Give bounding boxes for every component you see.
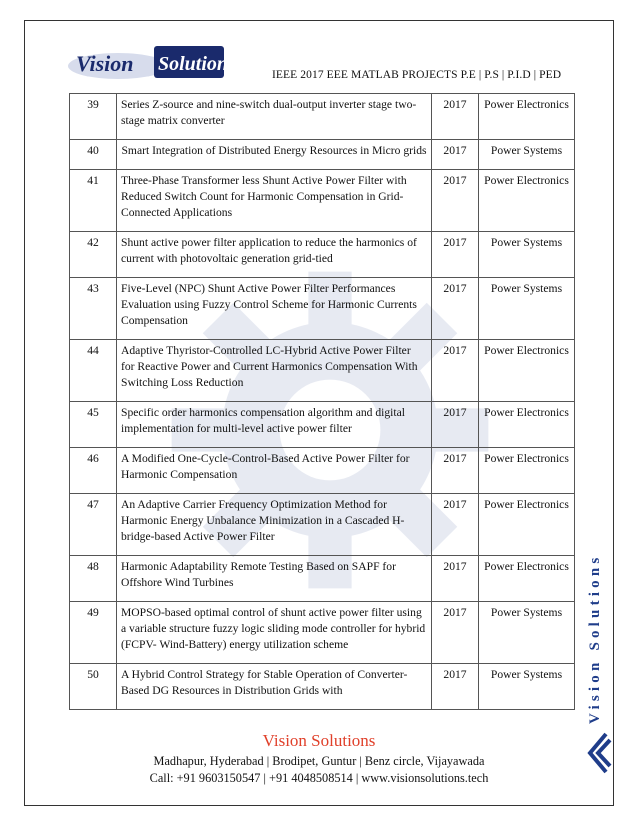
project-title: Harmonic Adaptability Remote Testing Based on SAPF for Offshore Wind Turbines <box>117 556 432 602</box>
project-category: Power Electronics <box>479 170 575 232</box>
table-row <box>70 494 575 556</box>
project-title: Smart Integration of Distributed Energy Resources in Micro grids <box>117 140 432 170</box>
footer-address: Madhapur, Hyderabad | Brodipet, Guntur | Benz circle, Vijayawada <box>153 754 485 768</box>
project-number: 42 <box>70 232 117 278</box>
project-year: 2017 <box>432 602 479 664</box>
project-year: 2017 <box>432 448 479 494</box>
table-row <box>70 340 575 402</box>
project-title: A Hybrid Control Strategy for Stable Operation of Converter-Based DG Resources in Distribution Grids with <box>117 664 432 710</box>
svg-text:Vision: Vision <box>76 51 134 76</box>
project-number: 44 <box>70 340 117 402</box>
svg-text:Solutions: Solutions <box>158 53 236 75</box>
project-number: 41 <box>70 170 117 232</box>
table-row <box>70 402 575 448</box>
project-number: 39 <box>70 94 117 140</box>
table-row <box>70 448 575 494</box>
table-row <box>70 278 575 340</box>
project-number: 48 <box>70 556 117 602</box>
project-number: 40 <box>70 140 117 170</box>
project-year: 2017 <box>432 170 479 232</box>
project-number: 47 <box>70 494 117 556</box>
project-year: 2017 <box>432 278 479 340</box>
project-year: 2017 <box>432 340 479 402</box>
table-row <box>70 170 575 232</box>
project-year: 2017 <box>432 556 479 602</box>
project-category: Power Systems <box>479 232 575 278</box>
project-title: Shunt active power filter application to reduce the harmonics of current with photovoltaic generation grid-tied <box>117 232 432 278</box>
project-category: Power Electronics <box>479 556 575 602</box>
project-category: Power Electronics <box>479 448 575 494</box>
project-title: Series Z-source and nine-switch dual-output inverter stage two-stage matrix converter <box>117 94 432 140</box>
project-number: 50 <box>70 664 117 710</box>
project-year: 2017 <box>432 664 479 710</box>
footer-contact: Call: +91 9603150547 | +91 4048508514 | www.visionsolutions.tech <box>149 771 489 785</box>
project-year: 2017 <box>432 494 479 556</box>
project-category: Power Systems <box>479 602 575 664</box>
project-title: Specific order harmonics compensation algorithm and digital implementation for multi-level active power filter <box>117 402 432 448</box>
side-brand-vertical-text <box>584 536 606 726</box>
project-number: 43 <box>70 278 117 340</box>
svg-text:Vision Solutions: Vision Solutions <box>587 553 603 724</box>
table-row <box>70 232 575 278</box>
table-row <box>70 664 575 710</box>
vision-solutions-logo <box>68 40 236 82</box>
table-row <box>70 556 575 602</box>
project-category: Power Electronics <box>479 340 575 402</box>
project-title: Three-Phase Transformer less Shunt Active Power Filter with Reduced Switch Count for Harmonic Compensation in Grid-Connected Applications <box>117 170 432 232</box>
project-title: An Adaptive Carrier Frequency Optimization Method for Harmonic Energy Unbalance Minimization in a Cascaded H-bridge-based Active Power Filter <box>117 494 432 556</box>
project-title: MOPSO-based optimal control of shunt active power filter using a variable structure fuzzy logic sliding mode controller for hybrid (FCPV- Wind-Battery) energy utilization scheme <box>117 602 432 664</box>
project-category: Power Systems <box>479 140 575 170</box>
project-category: Power Systems <box>479 278 575 340</box>
project-category: Power Electronics <box>479 94 575 140</box>
table-row <box>70 140 575 170</box>
project-category: Power Systems <box>479 664 575 710</box>
project-title: A Modified One-Cycle-Control-Based Active Power Filter for Harmonic Compensation <box>117 448 432 494</box>
project-category: Power Electronics <box>479 402 575 448</box>
projects-table <box>69 93 575 710</box>
footer-brand: Vision Solutions <box>262 731 376 750</box>
header-title: IEEE 2017 EEE MATLAB PROJECTS P.E | P.S | P.I.D | PED <box>272 69 562 81</box>
project-year: 2017 <box>432 94 479 140</box>
project-title: Adaptive Thyristor-Controlled LC-Hybrid Active Power Filter for Reactive Power and Current Harmonics Compensation With Switching Loss Reduction <box>117 340 432 402</box>
project-number: 46 <box>70 448 117 494</box>
project-category: Power Electronics <box>479 494 575 556</box>
table-row <box>70 602 575 664</box>
project-number: 49 <box>70 602 117 664</box>
project-year: 2017 <box>432 402 479 448</box>
project-title: Five-Level (NPC) Shunt Active Power Filter Performances Evaluation using Fuzzy Control Scheme for Harmonic Currents Compensation <box>117 278 432 340</box>
project-year: 2017 <box>432 140 479 170</box>
table-row <box>70 94 575 140</box>
project-number: 45 <box>70 402 117 448</box>
project-year: 2017 <box>432 232 479 278</box>
